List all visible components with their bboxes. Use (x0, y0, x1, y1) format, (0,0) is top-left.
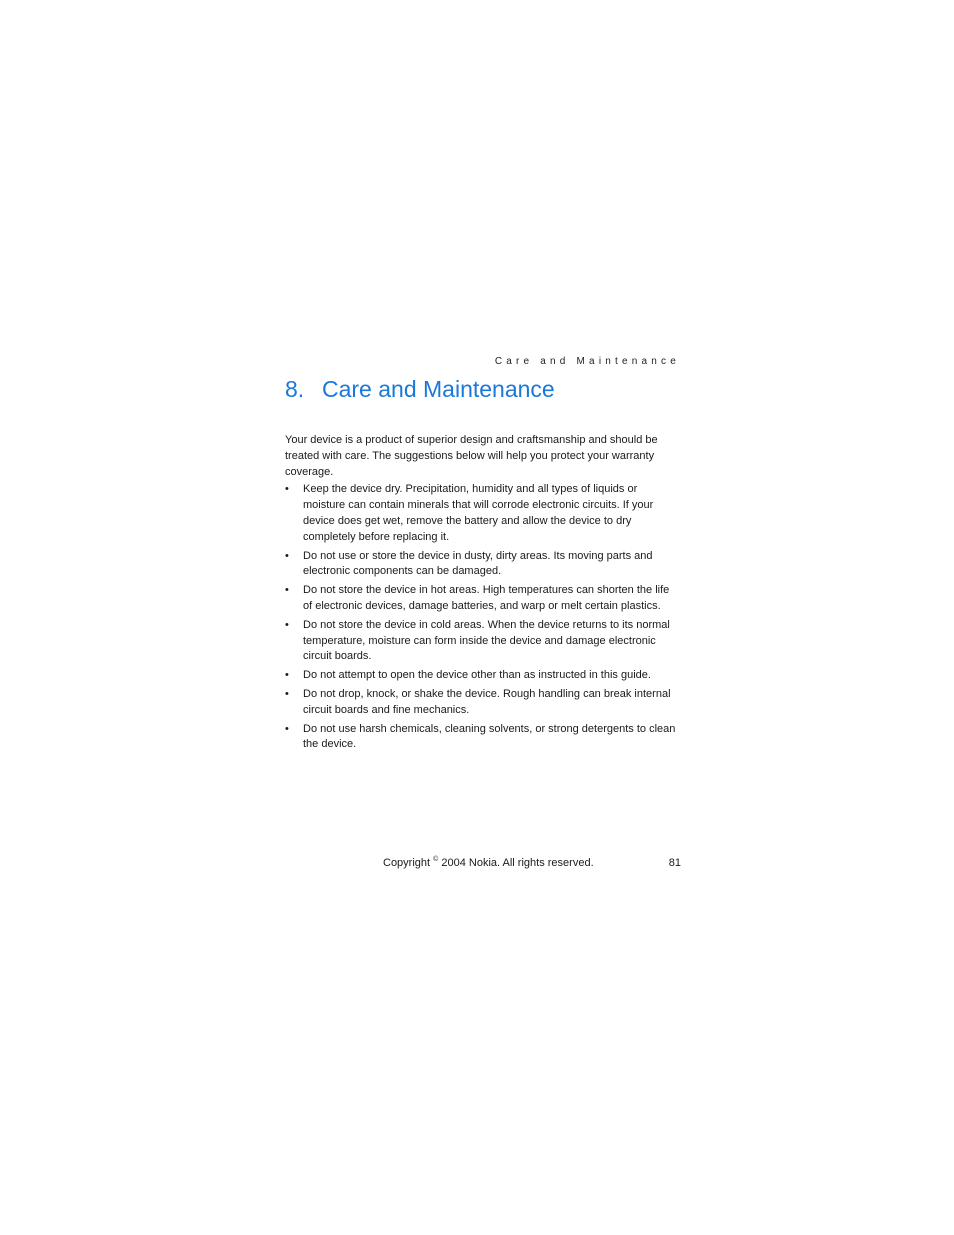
bullet-icon: • (285, 669, 289, 682)
list-item-text: Do not use or store the device in dusty, dirty areas. Its moving parts and electronic components can be damaged. (303, 549, 653, 578)
list-item-text: Do not store the device in cold areas. When the device returns to its normal temperature, moisture can form inside the device and damage electronic circuit boards. (303, 618, 670, 663)
list-item (285, 668, 681, 684)
list-item-text: Do not drop, knock, or shake the device. Rough handling can break internal circuit boards and fine mechanics. (303, 687, 671, 716)
copyright-prefix: Copyright (383, 857, 431, 869)
bullet-icon: • (285, 584, 289, 597)
care-bullet-list (285, 482, 681, 753)
list-item-text: Do not attempt to open the device other than as instructed in this guide. (303, 669, 651, 682)
copyright-suffix: 2004 Nokia. All rights reserved. (441, 857, 594, 869)
intro-paragraph: Your device is a product of superior design and craftsmanship and should be treated with care. The suggestions below will help you protect your warranty coverage. (285, 434, 658, 478)
bullet-icon: • (285, 687, 289, 700)
copyright-notice (383, 857, 594, 869)
page-number: 81 (668, 857, 681, 869)
list-item (285, 549, 681, 581)
list-item (285, 482, 681, 545)
chapter-title (285, 376, 555, 403)
bullet-icon: • (285, 549, 289, 562)
bullet-icon: • (285, 483, 289, 496)
list-item (285, 618, 681, 665)
bullet-icon: • (285, 722, 289, 735)
list-item (285, 722, 681, 754)
list-item-text: Keep the device dry. Precipitation, humidity and all types of liquids or moisture can contain minerals that will corrode electronic circuits. If your device does get wet, remove the battery and allow the device to dry completely before replacing it. (303, 483, 654, 543)
body-content (285, 433, 681, 756)
chapter-title-text: Care and Maintenance (322, 376, 555, 402)
list-item-text: Do not store the device in hot areas. High temperatures can shorten the life of electronic devices, damage batteries, and warp or melt certain plastics. (303, 584, 670, 612)
list-item-text: Do not use harsh chemicals, cleaning solvents, or strong detergents to clean the device. (303, 722, 676, 751)
chapter-number: 8. (285, 376, 305, 402)
running-header: Care and Maintenance (494, 356, 680, 367)
list-item (285, 583, 681, 615)
list-item (285, 687, 681, 719)
bullet-icon: • (285, 618, 289, 631)
copyright-symbol: © (433, 856, 439, 863)
